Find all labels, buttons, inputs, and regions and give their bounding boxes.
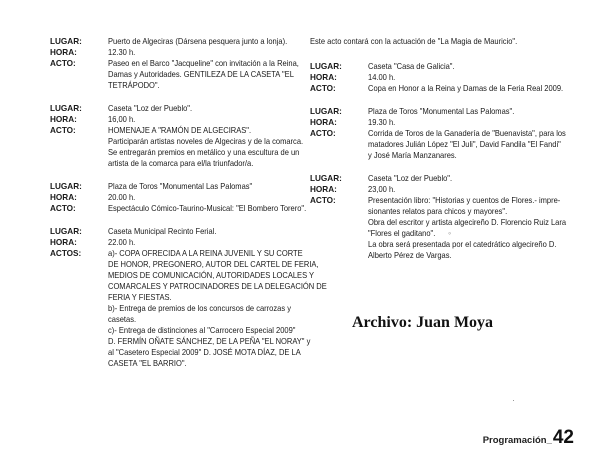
field-label: LUGAR: bbox=[310, 174, 342, 183]
field-label: ACTO: bbox=[50, 126, 76, 135]
field-labels bbox=[50, 181, 108, 214]
value-line: Caseta "Loz der Pueblo". bbox=[368, 174, 453, 183]
value-line: COMARCALES Y PATROCINADORES DE LA DELEGACIÓN DE bbox=[108, 282, 327, 291]
value-line: Caseta "Casa de Galicia". bbox=[368, 62, 455, 71]
value-line: Plaza de Toros "Monumental Las Palomas" bbox=[108, 182, 253, 191]
field-label: HORA: bbox=[50, 115, 77, 124]
field-labels bbox=[310, 106, 368, 161]
field-label: HORA: bbox=[50, 238, 77, 247]
field-labels bbox=[50, 103, 108, 169]
value-line: casetas. bbox=[108, 315, 137, 324]
value-line: Puerto de Algeciras (Dársena pesquera junto a lonja). bbox=[108, 37, 288, 46]
field-values bbox=[108, 36, 316, 91]
event-entry bbox=[50, 181, 312, 214]
value-line: Paseo en el Barco "Jacqueline" con invitación a la Reina, bbox=[108, 59, 299, 68]
event-entry bbox=[50, 103, 312, 169]
field-label: HORA: bbox=[310, 118, 337, 127]
field-values bbox=[368, 61, 581, 94]
value-line: HOMENAJE A "RAMÓN DE ALGECIRAS". bbox=[108, 126, 252, 135]
value-line: al "Casetero Especial 2009" D. JOSÉ MOTA DÍAZ, DE LA bbox=[108, 348, 301, 357]
value-line: Corrida de Toros de la Ganadería de "Buenavista", para los bbox=[368, 129, 566, 138]
value-line: Damas y Autoridades. GENTILEZA DE LA CASETA "EL bbox=[108, 70, 294, 79]
scan-speck: ◦ bbox=[448, 228, 452, 238]
value-line: matadores Julián López "El Juli", David Fandila "El Fandi" bbox=[368, 140, 561, 149]
value-line: a)- COPA OFRECIDA A LA REINA JUVENIL Y SU CORTE bbox=[108, 249, 303, 258]
event-entry bbox=[50, 226, 327, 369]
value-line: artista de la comarca para el/la triunfador/a. bbox=[108, 159, 254, 168]
value-line: Alberto Pérez de Vargas. bbox=[368, 251, 452, 260]
value-line: Presentación libro: "Historias y cuentos de Flores.- impre- bbox=[368, 196, 561, 205]
value-line: 20.00 h. bbox=[108, 193, 136, 202]
event-entry bbox=[310, 61, 578, 94]
value-line: D. FERMÍN OÑATE SÁNCHEZ, DE LA PEÑA "EL NORAY" y bbox=[108, 337, 311, 346]
right-intro-text: Este acto contará con la actuación de "La Magia de Mauricio". bbox=[310, 37, 518, 46]
value-line: DE HONOR, PREGONERO, AUTOR DEL CARTEL DE FERIA, bbox=[108, 260, 319, 269]
field-label: HORA: bbox=[310, 73, 337, 82]
field-label: ACTO: bbox=[310, 84, 336, 93]
field-labels bbox=[310, 61, 368, 94]
value-line: y José María Manzanares. bbox=[368, 151, 457, 160]
field-labels bbox=[50, 226, 108, 369]
left-column bbox=[50, 36, 327, 381]
value-line: Obra del escritor y artista algecireño D. Florencio Ruiz Lara bbox=[368, 218, 567, 227]
value-line: b)- Entrega de premios de los concursos de carrozas y bbox=[108, 304, 291, 313]
value-line: 16,00 h. bbox=[108, 115, 136, 124]
value-line: 14.00 h. bbox=[368, 73, 396, 82]
right-column bbox=[310, 36, 578, 273]
value-line: La obra será presentada por el catedrático algecireño D. bbox=[368, 240, 557, 249]
value-line: 12.30 h. bbox=[108, 48, 136, 57]
value-line: MEDIOS DE COMUNICACIÓN, AUTORIDADES LOCALES Y bbox=[108, 271, 315, 280]
field-label: ACTOS: bbox=[50, 249, 82, 258]
field-label: LUGAR: bbox=[310, 62, 342, 71]
value-line: "Flores el gaditano". bbox=[368, 229, 436, 238]
value-line: FERIA Y FIESTAS. bbox=[108, 293, 172, 302]
value-line: Espectáculo Cómico-Taurino-Musical: "El Bombero Torero". bbox=[108, 204, 307, 213]
value-line: Caseta "Loz der Pueblo". bbox=[108, 104, 193, 113]
event-entry bbox=[310, 173, 578, 261]
event-entry bbox=[50, 36, 312, 91]
value-line: Copa en Honor a la Reina y Damas de la Feria Real 2009. bbox=[368, 84, 564, 93]
value-line: 19.30 h. bbox=[368, 118, 396, 127]
value-line: Plaza de Toros "Monumental Las Palomas". bbox=[368, 107, 515, 116]
field-label: ACTO: bbox=[50, 59, 76, 68]
field-values bbox=[368, 173, 584, 261]
field-label: HORA: bbox=[310, 185, 337, 194]
field-labels bbox=[310, 173, 368, 261]
field-label: HORA: bbox=[50, 193, 77, 202]
archive-credit: Archivo: Juan Moya bbox=[352, 314, 494, 331]
field-label: LUGAR: bbox=[50, 182, 82, 191]
field-label: ACTO: bbox=[310, 129, 336, 138]
field-label: LUGAR: bbox=[310, 107, 342, 116]
value-line: Participarán artistas noveles de Algeciras y de la comarca. bbox=[108, 137, 304, 146]
field-label: LUGAR: bbox=[50, 104, 82, 113]
field-values bbox=[108, 181, 324, 214]
value-line: c)- Entrega de distinciones al "Carrocero Especial 2009" bbox=[108, 326, 296, 335]
field-label: ACTO: bbox=[310, 196, 336, 205]
page-footer bbox=[483, 427, 574, 449]
right-entries bbox=[310, 61, 578, 261]
value-line: Caseta Municipal Recinto Ferial. bbox=[108, 227, 217, 236]
field-label: LUGAR: bbox=[50, 227, 82, 236]
value-line: sionantes relatos para chicos y mayores". bbox=[368, 207, 508, 216]
scan-speck: · bbox=[512, 395, 515, 405]
footer-section-label: Programación_ bbox=[482, 435, 552, 446]
field-labels bbox=[50, 36, 108, 91]
field-label: LUGAR: bbox=[50, 37, 82, 46]
value-line: 23,00 h. bbox=[368, 185, 396, 194]
event-entry bbox=[310, 106, 578, 161]
value-line: CASETA "EL BARRIO". bbox=[108, 359, 187, 368]
field-label: ACTO: bbox=[50, 204, 76, 213]
field-values bbox=[108, 103, 321, 169]
value-line: 22.00 h. bbox=[108, 238, 136, 247]
field-label: HORA: bbox=[50, 48, 77, 57]
value-line: Se entregarán premios en metálico y una escultura de un bbox=[108, 148, 300, 157]
page-number: 42 bbox=[552, 427, 574, 448]
value-line: TETRÁPODO". bbox=[108, 81, 160, 90]
field-values bbox=[368, 106, 584, 161]
